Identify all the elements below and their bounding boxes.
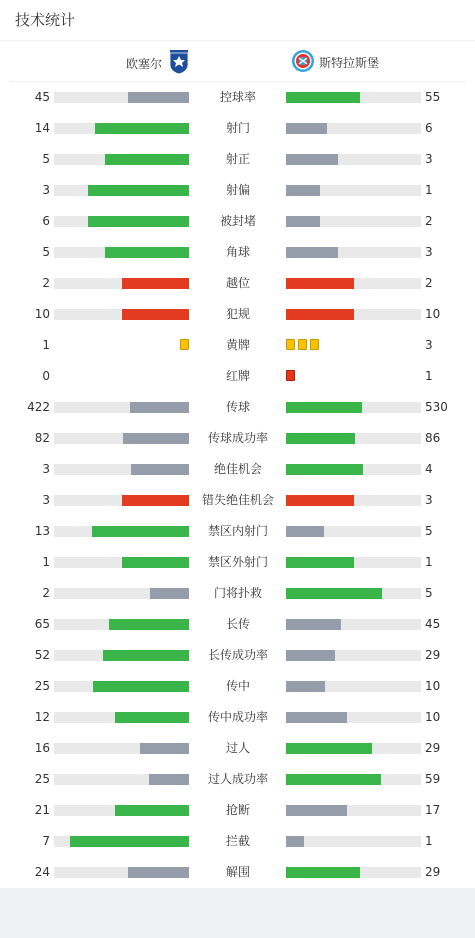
away-stat-value: 3 bbox=[425, 493, 433, 507]
home-stat-bar-fill bbox=[130, 402, 189, 413]
home-stat-bar bbox=[54, 433, 189, 444]
stat-label: 黄牌 bbox=[225, 338, 250, 352]
away-stat-value: 10 bbox=[425, 710, 441, 724]
stat-row bbox=[0, 454, 475, 485]
home-stat-bar bbox=[54, 805, 189, 816]
away-stat-value: 5 bbox=[425, 524, 433, 538]
home-stat-bar-fill bbox=[150, 588, 189, 599]
away-stat-bar bbox=[286, 650, 421, 661]
home-stat-value: 25 bbox=[34, 772, 50, 786]
away-stat-bar-fill bbox=[286, 588, 382, 599]
away-stat-bar bbox=[286, 433, 421, 444]
away-stat-bar-fill bbox=[286, 216, 320, 227]
away-stat-bar bbox=[286, 402, 421, 413]
home-stat-value: 16 bbox=[34, 741, 50, 755]
away-stat-bar bbox=[286, 836, 421, 847]
stat-row bbox=[0, 144, 475, 175]
away-stat-bar-fill bbox=[286, 247, 338, 258]
away-stat-value: 86 bbox=[425, 431, 441, 445]
away-stat-bar bbox=[286, 495, 421, 506]
home-stat-value: 82 bbox=[34, 431, 50, 445]
home-stat-value: 7 bbox=[42, 834, 50, 848]
stat-label: 禁区外射门 bbox=[207, 555, 268, 569]
stat-row bbox=[0, 640, 475, 671]
stat-row bbox=[0, 671, 475, 702]
page-title: 技术统计 bbox=[0, 0, 475, 41]
away-stat-bar bbox=[286, 619, 421, 630]
stat-label: 抢断 bbox=[225, 803, 250, 817]
stat-row bbox=[0, 516, 475, 547]
home-stat-bar bbox=[54, 867, 189, 878]
home-stat-value: 422 bbox=[27, 400, 50, 414]
away-stat-bar bbox=[286, 247, 421, 258]
stat-row bbox=[0, 237, 475, 268]
home-stat-bar-fill bbox=[122, 278, 190, 289]
stat-label: 红牌 bbox=[225, 369, 250, 383]
yellow-card-icon bbox=[180, 339, 189, 350]
home-stat-bar bbox=[54, 154, 189, 165]
stat-row bbox=[0, 826, 475, 857]
yellow-card-icon bbox=[298, 339, 307, 350]
home-stat-bar-fill bbox=[123, 433, 189, 444]
away-stat-bar bbox=[286, 216, 421, 227]
away-stat-bar-fill bbox=[286, 464, 363, 475]
away-stat-bar bbox=[286, 805, 421, 816]
home-stat-bar bbox=[54, 278, 189, 289]
home-stat-value: 3 bbox=[42, 183, 50, 197]
stat-label: 被封堵 bbox=[219, 214, 256, 228]
home-stat-bar-fill bbox=[122, 557, 190, 568]
away-stat-bar bbox=[286, 123, 421, 134]
home-stat-value: 3 bbox=[42, 462, 50, 476]
stat-row bbox=[0, 299, 475, 330]
away-stat-bar bbox=[286, 464, 421, 475]
away-stat-bar-fill bbox=[286, 650, 335, 661]
away-team[interactable] bbox=[291, 49, 379, 76]
stat-label: 犯规 bbox=[225, 307, 250, 321]
stat-row bbox=[0, 764, 475, 795]
home-stat-bar-fill bbox=[70, 836, 189, 847]
away-stat-bar-fill bbox=[286, 867, 360, 878]
away-stat-bar-fill bbox=[286, 309, 354, 320]
home-stat-bar bbox=[54, 712, 189, 723]
home-stat-bar-fill bbox=[88, 185, 189, 196]
home-stat-bar-fill bbox=[93, 681, 189, 692]
away-stat-bar bbox=[286, 681, 421, 692]
away-stat-bar bbox=[286, 92, 421, 103]
home-stat-value: 2 bbox=[42, 586, 50, 600]
home-stat-value: 25 bbox=[34, 679, 50, 693]
away-stat-value: 1 bbox=[425, 555, 433, 569]
home-stat-bar-fill bbox=[128, 867, 189, 878]
away-stat-bar-fill bbox=[286, 712, 347, 723]
home-stat-value: 3 bbox=[42, 493, 50, 507]
away-stat-value: 17 bbox=[425, 803, 441, 817]
stat-row bbox=[0, 361, 475, 392]
away-stat-bar-fill bbox=[286, 805, 347, 816]
strasbourg-crest-icon bbox=[291, 49, 315, 76]
away-stat-value: 2 bbox=[425, 276, 433, 290]
stat-label: 过人成功率 bbox=[207, 772, 268, 786]
away-stat-bar-fill bbox=[286, 619, 341, 630]
home-stat-bar-fill bbox=[115, 712, 189, 723]
home-stat-bar bbox=[54, 557, 189, 568]
stat-label: 射门 bbox=[225, 121, 250, 135]
home-stat-value: 65 bbox=[34, 617, 50, 631]
away-stat-value: 29 bbox=[425, 741, 441, 755]
away-stat-bar-fill bbox=[286, 402, 362, 413]
stat-label: 传球 bbox=[225, 400, 250, 414]
home-stat-bar-fill bbox=[88, 216, 189, 227]
away-stat-bar bbox=[286, 867, 421, 878]
home-stat-bar-fill bbox=[128, 92, 189, 103]
home-stat-bar-fill bbox=[103, 650, 189, 661]
stat-label: 传球成功率 bbox=[207, 431, 268, 445]
home-stat-bar-fill bbox=[131, 464, 189, 475]
away-stat-value: 1 bbox=[425, 834, 433, 848]
home-stat-bar bbox=[54, 836, 189, 847]
home-stat-bar bbox=[54, 123, 189, 134]
home-stat-bar bbox=[54, 309, 189, 320]
away-stat-bar bbox=[286, 526, 421, 537]
away-stat-value: 530 bbox=[425, 400, 448, 414]
home-stat-bar bbox=[54, 495, 189, 506]
home-stat-bar-fill bbox=[122, 495, 190, 506]
away-stat-bar bbox=[286, 712, 421, 723]
away-stat-value: 1 bbox=[425, 369, 433, 383]
away-stat-value: 2 bbox=[425, 214, 433, 228]
stat-row bbox=[0, 330, 475, 361]
stat-row bbox=[0, 268, 475, 299]
away-stat-bar-fill bbox=[286, 123, 327, 134]
away-stat-bar-fill bbox=[286, 495, 354, 506]
stat-label: 长传 bbox=[225, 617, 250, 631]
home-stat-value: 2 bbox=[42, 276, 50, 290]
away-stat-value: 29 bbox=[425, 865, 441, 879]
stats-list bbox=[0, 82, 475, 888]
away-stat-bar bbox=[286, 185, 421, 196]
stat-row bbox=[0, 82, 475, 113]
stat-row bbox=[0, 485, 475, 516]
away-stat-bar bbox=[286, 309, 421, 320]
away-cards bbox=[286, 339, 319, 350]
away-stat-bar-fill bbox=[286, 557, 354, 568]
stat-label: 越位 bbox=[225, 276, 250, 290]
away-stat-bar bbox=[286, 588, 421, 599]
teams-header bbox=[9, 41, 466, 82]
home-stat-value: 13 bbox=[34, 524, 50, 538]
stat-label: 传中成功率 bbox=[207, 710, 268, 724]
home-stat-bar-fill bbox=[109, 619, 189, 630]
away-stat-bar-fill bbox=[286, 92, 360, 103]
away-stat-bar bbox=[286, 743, 421, 754]
home-team[interactable] bbox=[126, 49, 190, 78]
away-stat-value: 6 bbox=[425, 121, 433, 135]
yellow-card-icon bbox=[286, 339, 295, 350]
home-stat-bar bbox=[54, 619, 189, 630]
stat-row bbox=[0, 175, 475, 206]
away-stat-bar-fill bbox=[286, 185, 320, 196]
stat-label: 门将扑救 bbox=[213, 586, 262, 600]
stat-label: 绝佳机会 bbox=[213, 462, 262, 476]
away-cards bbox=[286, 370, 295, 381]
away-team-name: 斯特拉斯堡 bbox=[319, 56, 380, 70]
home-stat-value: 1 bbox=[42, 338, 50, 352]
stat-label: 过人 bbox=[225, 741, 250, 755]
away-stat-bar-fill bbox=[286, 154, 338, 165]
home-stat-value: 24 bbox=[34, 865, 50, 879]
away-stat-value: 59 bbox=[425, 772, 441, 786]
home-stat-value: 12 bbox=[34, 710, 50, 724]
away-stat-value: 10 bbox=[425, 307, 441, 321]
away-stat-bar bbox=[286, 154, 421, 165]
home-stat-value: 0 bbox=[42, 369, 50, 383]
stat-label: 解围 bbox=[225, 865, 250, 879]
home-stat-bar-fill bbox=[122, 309, 190, 320]
away-stat-bar-fill bbox=[286, 278, 354, 289]
stat-row bbox=[0, 609, 475, 640]
stat-row bbox=[0, 392, 475, 423]
stat-row bbox=[0, 547, 475, 578]
away-stat-bar bbox=[286, 278, 421, 289]
home-stat-value: 1 bbox=[42, 555, 50, 569]
home-stat-bar bbox=[54, 650, 189, 661]
home-stat-bar bbox=[54, 681, 189, 692]
stat-label: 射正 bbox=[225, 152, 250, 166]
home-cards bbox=[180, 339, 189, 350]
stat-label: 角球 bbox=[225, 245, 250, 259]
home-stat-value: 45 bbox=[34, 90, 50, 104]
away-stat-value: 1 bbox=[425, 183, 433, 197]
stat-row bbox=[0, 702, 475, 733]
home-stat-value: 10 bbox=[34, 307, 50, 321]
stat-label: 射偏 bbox=[225, 183, 250, 197]
away-stat-bar-fill bbox=[286, 774, 381, 785]
home-stat-bar bbox=[54, 526, 189, 537]
away-stat-bar-fill bbox=[286, 433, 355, 444]
stat-row bbox=[0, 795, 475, 826]
away-stat-value: 5 bbox=[425, 586, 433, 600]
home-stat-bar-fill bbox=[149, 774, 190, 785]
red-card-icon bbox=[286, 370, 295, 381]
away-stat-value: 55 bbox=[425, 90, 441, 104]
home-stat-bar bbox=[54, 743, 189, 754]
away-stat-value: 10 bbox=[425, 679, 441, 693]
home-stat-value: 5 bbox=[42, 245, 50, 259]
home-stat-bar-fill bbox=[140, 743, 189, 754]
home-team-name: 欧塞尔 bbox=[125, 57, 162, 71]
home-stat-value: 14 bbox=[34, 121, 50, 135]
home-stat-value: 5 bbox=[42, 152, 50, 166]
home-stat-bar bbox=[54, 216, 189, 227]
away-stat-value: 4 bbox=[425, 462, 433, 476]
away-stat-bar bbox=[286, 774, 421, 785]
away-stat-bar-fill bbox=[286, 681, 325, 692]
auxerre-crest-icon bbox=[168, 49, 190, 78]
home-stat-value: 6 bbox=[42, 214, 50, 228]
away-stat-bar bbox=[286, 557, 421, 568]
stat-label: 控球率 bbox=[219, 90, 256, 104]
home-stat-bar-fill bbox=[95, 123, 190, 134]
stat-row bbox=[0, 206, 475, 237]
yellow-card-icon bbox=[310, 339, 319, 350]
home-stat-bar bbox=[54, 774, 189, 785]
away-stat-value: 3 bbox=[425, 245, 433, 259]
away-stat-bar-fill bbox=[286, 836, 304, 847]
home-stat-bar bbox=[54, 588, 189, 599]
stat-label: 传中 bbox=[225, 679, 250, 693]
away-stat-value: 3 bbox=[425, 152, 433, 166]
away-stat-value: 45 bbox=[425, 617, 441, 631]
stat-row bbox=[0, 733, 475, 764]
home-stat-bar bbox=[54, 402, 189, 413]
away-stat-bar-fill bbox=[286, 526, 324, 537]
home-stat-bar-fill bbox=[105, 247, 189, 258]
home-stat-bar bbox=[54, 247, 189, 258]
home-stat-bar bbox=[54, 185, 189, 196]
stat-row bbox=[0, 423, 475, 454]
home-stat-value: 52 bbox=[34, 648, 50, 662]
stat-row bbox=[0, 113, 475, 144]
home-stat-value: 21 bbox=[34, 803, 50, 817]
away-stat-value: 29 bbox=[425, 648, 441, 662]
home-stat-bar-fill bbox=[92, 526, 189, 537]
stat-row bbox=[0, 857, 475, 888]
home-stat-bar bbox=[54, 92, 189, 103]
away-stat-bar-fill bbox=[286, 743, 372, 754]
stat-label: 禁区内射门 bbox=[207, 524, 268, 538]
stat-label: 拦截 bbox=[225, 834, 250, 848]
home-stat-bar-fill bbox=[115, 805, 189, 816]
stat-row bbox=[0, 578, 475, 609]
home-stat-bar bbox=[54, 464, 189, 475]
stat-label: 错失绝佳机会 bbox=[201, 493, 274, 507]
home-stat-bar-fill bbox=[105, 154, 189, 165]
stat-label: 长传成功率 bbox=[207, 648, 268, 662]
away-stat-value: 3 bbox=[425, 338, 433, 352]
